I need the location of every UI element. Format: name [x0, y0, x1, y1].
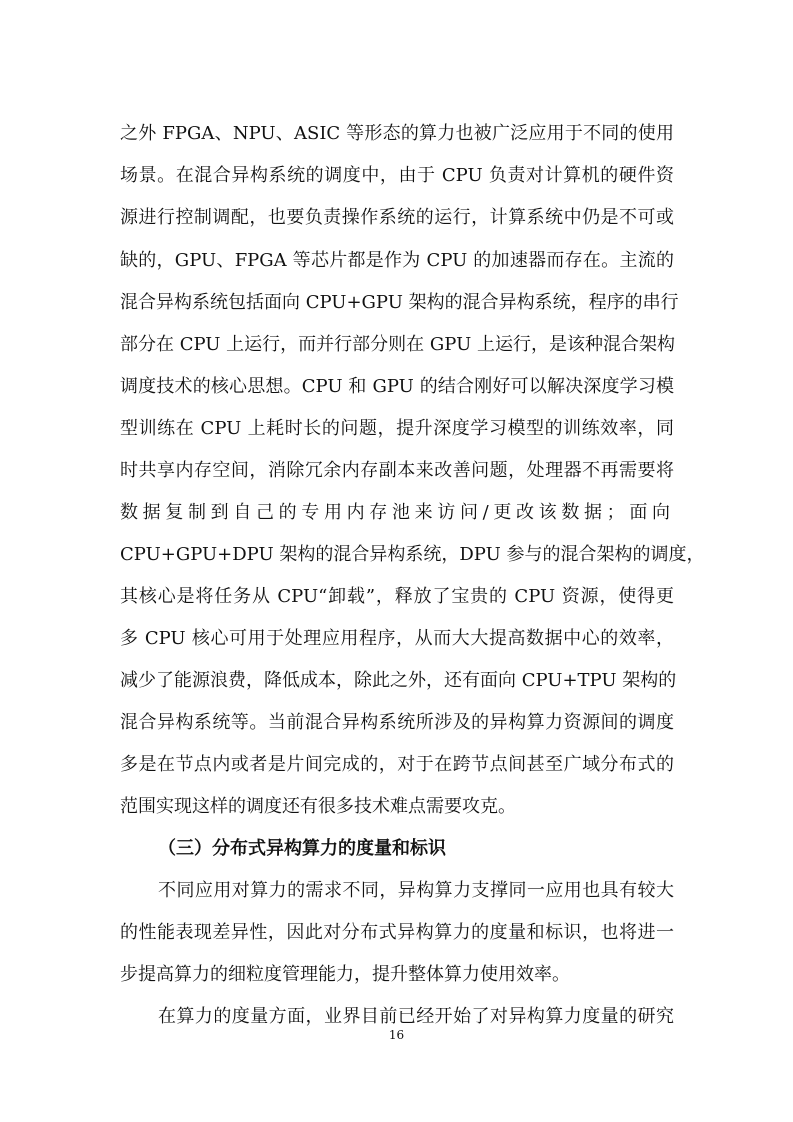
paragraph-1-line-15: 混合异构系统等。当前混合异构系统所涉及的异构算力资源间的调度 — [120, 712, 674, 733]
page-number: 16 — [388, 1028, 405, 1042]
paragraph-1-line-1: 之外 FPGA、NPU、ASIC 等形态的算力也被广泛应用于不同的使用 — [120, 123, 674, 144]
paragraph-1-line-3: 源进行控制调配，也要负责操作系统的运行，计算系统中仍是不可或 — [120, 207, 674, 228]
paragraph-1-line-16: 多是在节点内或者是片间完成的，对于在跨节点间甚至广域分布式的 — [120, 754, 674, 775]
paragraph-3-line-1: 在算力的度量方面，业界目前已经开始了对异构算力度量的研究 — [158, 1006, 674, 1027]
section-heading: （三）分布式异构算力的度量和标识 — [158, 838, 446, 859]
paragraph-1-line-9: 时共享内存空间，消除冗余内存副本来改善问题，处理器不再需要将 — [120, 460, 674, 481]
paragraph-2-line-3: 步提高算力的细粒度管理能力，提升整体算力使用效率。 — [120, 964, 570, 985]
paragraph-1-line-5: 混合异构系统包括面向 CPU+GPU 架构的混合异构系统，程序的串行 — [120, 292, 679, 313]
paragraph-1-line-17: 范围实现这样的调度还有很多技术难点需要攻克。 — [120, 796, 516, 817]
paragraph-1-line-12: 其核心是将任务从 CPU“卸载”，释放了宝贵的 CPU 资源，使得更 — [120, 586, 674, 607]
paragraph-2-line-2: 的性能表现差异性，因此对分布式异构算力的度量和标识，也将进一 — [120, 922, 674, 943]
paragraph-1-line-13: 多 CPU 核心可用于处理应用程序，从而大大提高数据中心的效率， — [120, 628, 674, 649]
paragraph-1-line-11: CPU+GPU+DPU 架构的混合异构系统，DPU 参与的混合架构的调度， — [120, 544, 705, 565]
paragraph-1-line-7: 调度技术的核心思想。CPU 和 GPU 的结合刚好可以解决深度学习模 — [120, 376, 674, 397]
paragraph-1-line-14: 减少了能源浪费，降低成本，除此之外，还有面向 CPU+TPU 架构的 — [120, 670, 677, 691]
paragraph-1-line-8: 型训练在 CPU 上耗时长的问题，提升深度学习模型的训练效率，同 — [120, 418, 674, 439]
paragraph-2-line-1: 不同应用对算力的需求不同，异构算力支撑同一应用也具有较大 — [158, 880, 674, 901]
paragraph-1-line-6: 部分在 CPU 上运行，而并行部分则在 GPU 上运行，是该种混合架构 — [120, 334, 675, 355]
paragraph-1-line-10: 数据复制到自己的专用内存池来访问/更改该数据；面向 — [120, 502, 674, 523]
paragraph-1-line-4: 缺的，GPU、FPGA 等芯片都是作为 CPU 的加速器而存在。主流的 — [120, 250, 674, 271]
paragraph-1-line-2: 场景。在混合异构系统的调度中，由于 CPU 负责对计算机的硬件资 — [120, 165, 674, 186]
